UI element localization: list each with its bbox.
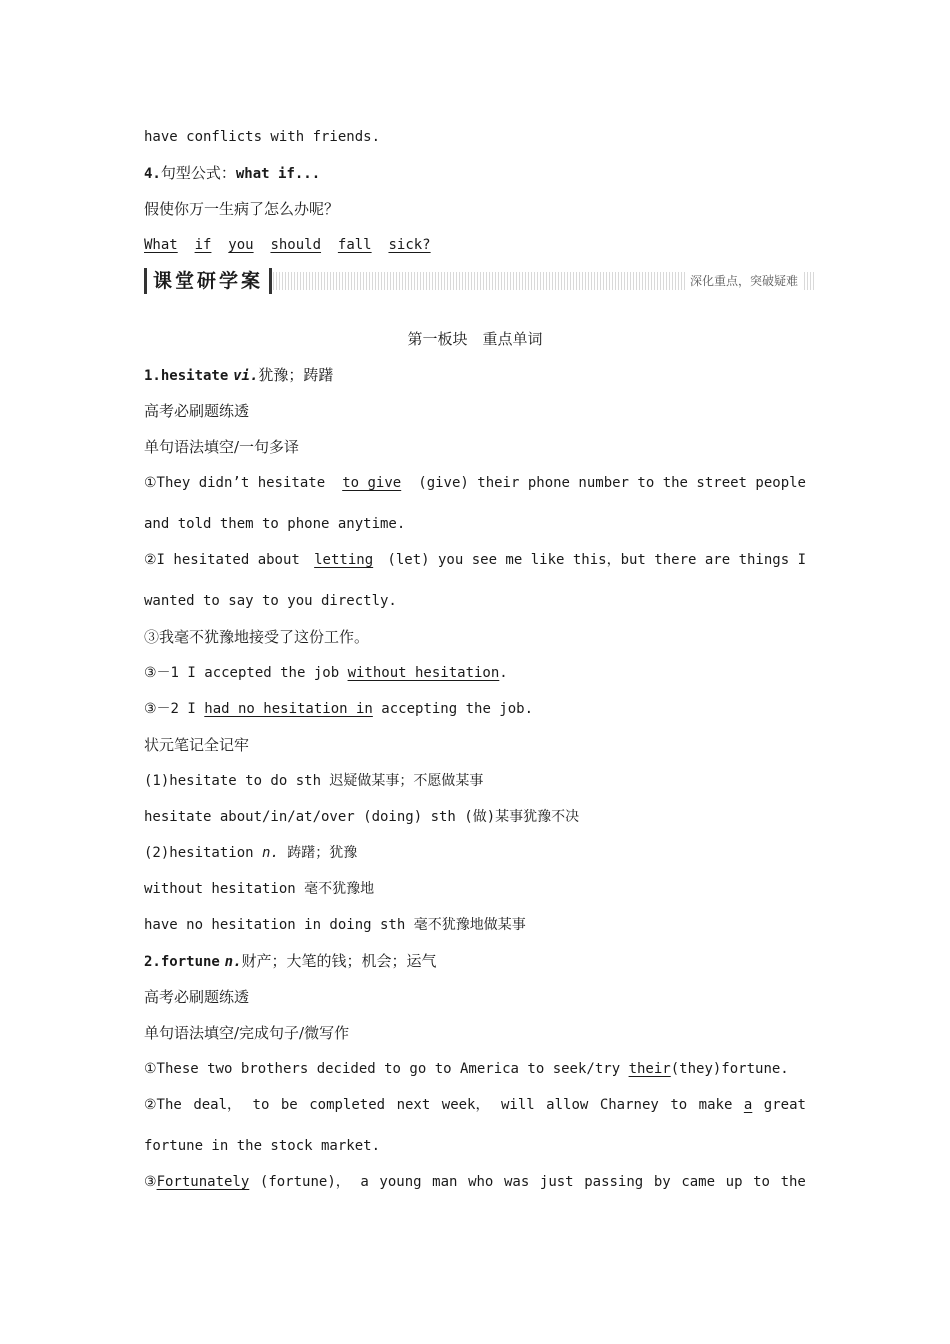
practice-label: 高考必刷题练透 <box>144 402 250 420</box>
sentence-lead: ③－2 I <box>144 701 196 717</box>
part-of-speech: n. <box>262 845 279 861</box>
answer-blank: had no hesitation in <box>204 701 373 717</box>
continuation-line: have conflicts with friends. <box>144 129 381 145</box>
word: make <box>698 1097 733 1113</box>
item-4-heading <box>144 163 320 184</box>
note-5: have no hesitation in doing sth 毫不犹豫地做某事 <box>144 917 526 933</box>
sentence-lead: ③ <box>144 1174 157 1190</box>
word: next <box>396 1097 431 1113</box>
answer-blank: their <box>628 1061 671 1077</box>
word: up <box>725 1174 743 1190</box>
sentence-2 <box>144 1095 806 1115</box>
sentence-3a <box>144 663 508 683</box>
word: allow <box>546 1097 589 1113</box>
word: young <box>379 1174 422 1190</box>
section-banner <box>144 268 814 296</box>
headword: fortune <box>160 954 220 970</box>
word: passing <box>584 1174 644 1190</box>
meaning: 犹豫；踌躇 <box>258 366 334 384</box>
answer-word: if <box>194 237 212 253</box>
answer-word: you <box>228 237 254 253</box>
banner-title: 课堂研学案 <box>144 268 272 294</box>
section-title: 第一板块 重点单词 <box>407 330 543 348</box>
sentence-2-cont: fortune in the stock market. <box>144 1138 381 1154</box>
headword: hesitate <box>160 368 229 384</box>
word: man <box>432 1174 458 1190</box>
note-3 <box>144 843 357 863</box>
answer-blank: a <box>743 1097 753 1113</box>
sentence-lead: ③－1 I accepted the job <box>144 665 340 681</box>
formula: what if... <box>235 166 321 182</box>
sentence-1-cont: and told them to phone anytime. <box>144 516 406 532</box>
word: to <box>753 1174 770 1190</box>
item-4-chinese: 假使你万一生病了怎么办呢？ <box>144 200 340 218</box>
practice-label: 高考必刷题练透 <box>144 988 250 1006</box>
word: to <box>670 1097 688 1113</box>
note-term: (2)hesitation <box>144 845 254 861</box>
banner-tagline: 深化重点，突破疑难 <box>686 272 802 290</box>
word: Charney <box>599 1097 659 1113</box>
word: ②The <box>144 1097 182 1113</box>
word: just <box>539 1174 574 1190</box>
note-meaning: 踌躇；犹豫 <box>278 845 358 861</box>
word: to <box>252 1097 270 1113</box>
answer-word: What <box>144 237 178 253</box>
word: who <box>468 1174 494 1190</box>
task-label: 单句语法填空/完成句子/微写作 <box>144 1024 350 1042</box>
word: came <box>681 1174 716 1190</box>
part-of-speech: n. <box>224 954 242 970</box>
answer-word: sick? <box>388 237 431 253</box>
word: great <box>763 1097 806 1113</box>
sentence-lead: ①They didn’t hesitate <box>144 475 326 491</box>
item-label: 句型公式： <box>160 164 236 182</box>
word: be <box>280 1097 298 1113</box>
sentence-3 <box>144 1172 806 1192</box>
sentence-3b <box>144 699 533 719</box>
sentence-rest: (they)fortune. <box>670 1061 789 1077</box>
sentence-1 <box>144 1059 789 1079</box>
item-4-answer <box>144 235 431 255</box>
note-1: (1)hesitate to do sth 迟疑做某事；不愿做某事 <box>144 773 484 789</box>
word: deal， <box>193 1097 242 1113</box>
word-1-heading <box>144 365 333 386</box>
word: by <box>653 1174 671 1190</box>
word: will <box>500 1097 535 1113</box>
word: was <box>503 1174 530 1190</box>
task-label: 单句语法填空/一句多译 <box>144 438 300 456</box>
note-4: without hesitation 毫不犹豫地 <box>144 881 375 897</box>
sentence-lead: ①These two brothers decided to go to America to seek/try <box>144 1061 621 1077</box>
sentence-lead: ②I hesitated about <box>144 552 300 568</box>
word: the <box>780 1174 806 1190</box>
answer-blank: to give <box>342 475 402 491</box>
answer-blank: without hesitation <box>347 665 500 681</box>
word: (fortune)， <box>259 1174 350 1190</box>
sentence-1 <box>144 473 806 493</box>
part-of-speech: vi. <box>233 368 259 384</box>
sentence-rest: accepting the job. <box>381 701 534 717</box>
meaning: 财产；大笔的钱；机会；运气 <box>241 952 437 970</box>
answer-word: fall <box>337 237 372 253</box>
note-2: hesitate about/in/at/over (doing) sth (做)某事犹豫不决 <box>144 809 580 825</box>
sentence-rest: (give) their phone number to the street people <box>418 475 806 491</box>
sentence-2-cont: wanted to say to you directly. <box>144 593 397 609</box>
answer-blank: Fortunately <box>156 1174 250 1190</box>
sentence-rest: (let) you see me like this，but there are things I <box>387 552 806 568</box>
item-number: 4. <box>144 166 161 182</box>
notes-title: 状元笔记全记牢 <box>144 736 250 754</box>
word-number: 1. <box>144 368 161 384</box>
sentence-3-chinese: ③我毫不犹豫地接受了这份工作。 <box>144 628 370 646</box>
word: week， <box>441 1097 490 1113</box>
word-2-heading <box>144 951 437 972</box>
sentence-2 <box>144 550 806 570</box>
answer-blank: letting <box>314 552 374 568</box>
sentence-end: . <box>499 665 508 681</box>
answer-word: should <box>270 237 322 253</box>
word: completed <box>309 1097 386 1113</box>
word: a <box>360 1174 369 1190</box>
word-number: 2. <box>144 954 161 970</box>
